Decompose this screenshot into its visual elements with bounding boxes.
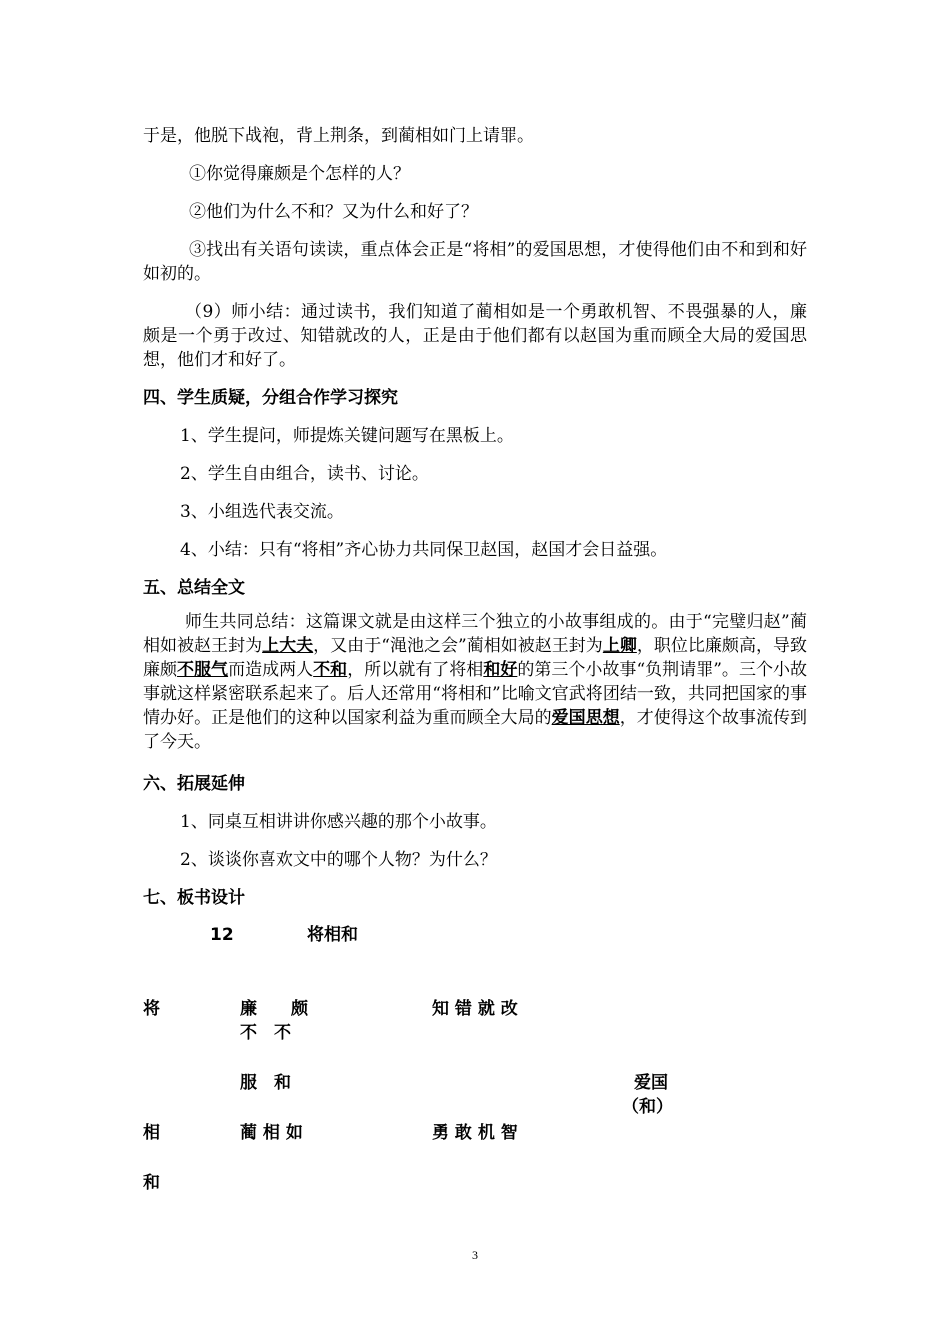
keyword-shangqing: 上卿 [602, 636, 637, 656]
section-5-summary: 师生共同总结：这篇课文就是由这样三个独立的小故事组成的。由于“完璧归赵”蔺相如被赵王封为上大夫，又由于“渑池之会”蔺相如被赵王封为上卿，职位比廉颇高，导致廉颇不服气而造成两人不和，所以就有了将相和好的第三个小故事“负荆请罪”。三个小故事就这样紧密联系起来了。后人还常用“将相和”比喻文官武将团结一致，共同把国家的事情办好。正是他们的这种以国家利益为重而顾全大局的爱国思想，才使得这个故事流传到了今天。 [143, 612, 808, 752]
board-aiguo: 爱国 [634, 1073, 668, 1093]
board-left-xiang: 相 [143, 1123, 160, 1143]
board-left-jiang: 将 [143, 999, 160, 1019]
section-7-heading: 七、板书设计 [143, 888, 245, 908]
board-lianpo: 廉 颇 [240, 999, 308, 1019]
board-yongganjizhi: 勇 敢 机 智 [432, 1123, 518, 1143]
board-linxiangru: 蔺 相 如 [240, 1123, 303, 1143]
section-6-heading: 六、拓展延伸 [143, 774, 245, 794]
text-line-1: 于是，他脱下战袍，背上荆条，到蔺相如门上请罪。 [143, 126, 534, 146]
board-lesson-title: 将相和 [307, 925, 358, 945]
board-he-paren: （和） [622, 1097, 673, 1117]
question-1: ①你觉得廉颇是个怎样的人？ [189, 164, 410, 184]
board-bubu: 不 不 [240, 1023, 291, 1043]
keyword-buhe: 不和 [313, 660, 348, 680]
section-4-heading: 四、学生质疑，分组合作学习探究 [143, 388, 398, 408]
section-4-item: 4、小结：只有“将相”齐心协力共同保卫赵国，赵国才会日益强。 [180, 540, 668, 560]
teacher-summary-9: （9）师小结：通过读书，我们知道了蔺相如是一个勇敢机智、不畏强暴的人，廉颇是一个勇于改过、知错就改的人，正是由于他们都有以赵国为重而顾全大局的爱国思想，他们才和好了。 [143, 302, 807, 370]
board-fuhe: 服 和 [240, 1073, 291, 1093]
question-3: ③找出有关语句读读，重点体会正是“将相”的爱国思想，才使得他们由不和到和好如初的。 [143, 240, 807, 284]
section-4-item: 2、学生自由组合，读书、讨论。 [180, 464, 429, 484]
keyword-aiguosixiang: 爱国思想 [551, 708, 620, 728]
board-lesson-number: 12 [210, 925, 234, 945]
keyword-shangdafu: 上大夫 [262, 636, 314, 656]
board-left-he: 和 [143, 1173, 160, 1193]
section-4-item: 1、学生提问，师提炼关键问题写在黑板上。 [180, 426, 514, 446]
section-6-item: 2、谈谈你喜欢文中的哪个人物？为什么？ [180, 850, 497, 870]
section-4-item: 3、小组选代表交流。 [180, 502, 344, 522]
board-zhicuojiugai: 知 错 就 改 [432, 999, 518, 1019]
keyword-bufuqi: 不服气 [177, 660, 229, 680]
question-2: ②他们为什么不和？又为什么和好了？ [189, 202, 478, 222]
section-5-heading: 五、总结全文 [143, 578, 245, 598]
keyword-hehao: 和好 [483, 660, 518, 680]
section-6-item: 1、同桌互相讲讲你感兴趣的那个小故事。 [180, 812, 497, 832]
page-number: 3 [472, 1248, 478, 1262]
